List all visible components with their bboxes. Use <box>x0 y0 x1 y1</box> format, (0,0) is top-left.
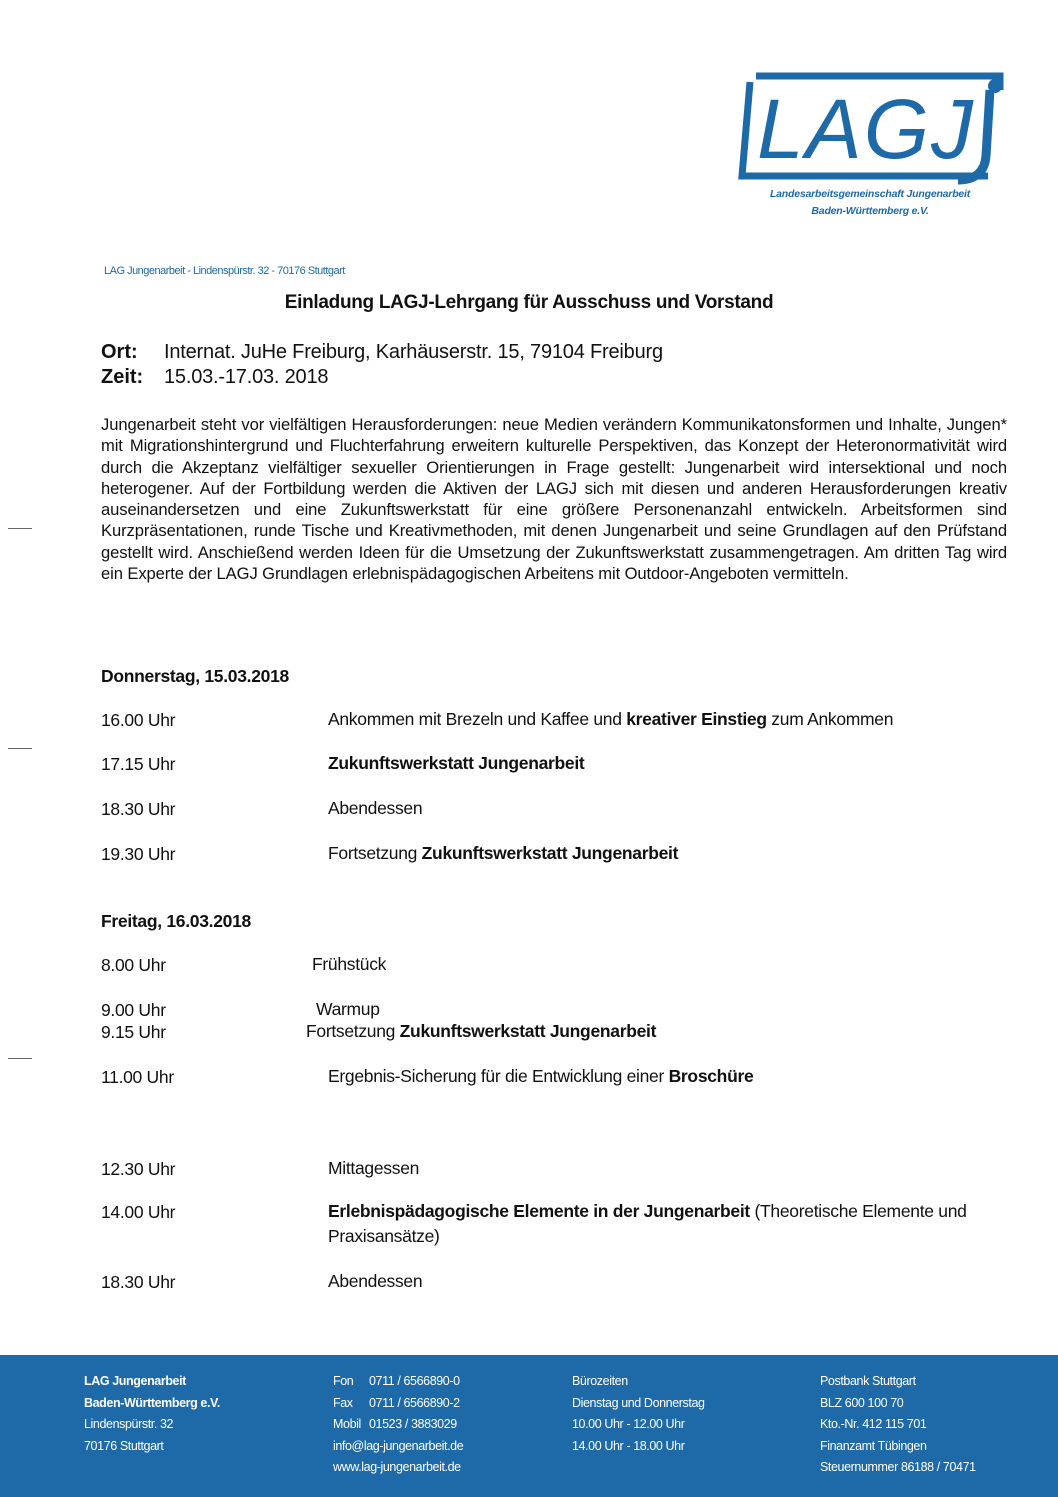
logo-org-line2: Baden-Württemberg e.V. <box>811 205 929 217</box>
footer-org-name: LAG Jungenarbeit <box>84 1374 186 1388</box>
intro-paragraph: Jungenarbeit steht vor vielfältigen Herausforderungen: neue Medien verändern Kommunikatonsformen und Inhalte, Jungen* mit Migrationshintergrund und Fluchterfahrung erweitern kulturelle Perspektiven, das Konzept der Heteronormativität wird durch die Akzeptanz vielfältiger sexueller Orientierungen in Frage gestellt: Jungenarbeit wird intersektional und noch heterogener. Auf der Fortbildung werden die Aktiven der LAGJ sich mit diesen und anderen Herausforderungen kreativ auseinandersetzen und eine Zukunftswerkstatt für eine größere Personenanzahl entwickeln. Arbeitsformen sind Kurzpräsentationen, runde Tische und Kreativmethoden, mit denen Jungenarbeit und seine Grundlagen auf den Prüfstand gestellt wird. Anschießend werden Ideen für die Umsetzung der Zukunftswerkstatt zusammengetragen. Am dritten Tag wird ein Experte der LAGJ Grundlagen erlebnispädagogischen Arbeitens mit Outdoor-Angeboten vermitteln. <box>101 415 1007 584</box>
schedule-time: 16.00 Uhr <box>101 710 176 730</box>
office-time-2: 14.00 Uhr - 18.00 Uhr <box>572 1438 685 1453</box>
lagj-logo-letters: LAGJ <box>756 82 976 176</box>
footer-office-hours <box>572 1371 705 1457</box>
footer-street: Lindenspürstr. 32 <box>84 1417 174 1431</box>
schedule-time: 11.00 Uhr <box>101 1067 174 1087</box>
schedule-activity: Zukunftswerkstatt Jungenarbeit <box>328 753 585 773</box>
schedule-time: 9.15 Uhr <box>101 1022 166 1042</box>
footer-contact <box>333 1371 463 1479</box>
email-link[interactable]: info@lag-jungenarbeit.de <box>333 1438 464 1453</box>
office-time-1: 10.00 Uhr - 12.00 Uhr <box>572 1417 685 1431</box>
footer-city: 70176 Stuttgart <box>84 1438 164 1453</box>
schedule-time: 18.30 Uhr <box>101 799 176 819</box>
schedule-activity: Ergebnis-Sicherung für die Entwicklung einer Broschüre <box>328 1066 754 1086</box>
mobil-number: 01523 / 3883029 <box>369 1417 457 1431</box>
fax-label: Fax <box>333 1395 353 1410</box>
logo-org-line1: Landesarbeitsgemeinschaft Jungenarbeit <box>769 188 971 200</box>
bank-name: Postbank Stuttgart <box>820 1374 916 1388</box>
zeit-value: 15.03.-17.03. 2018 <box>164 366 329 388</box>
mobil-label: Mobil <box>333 1417 361 1431</box>
bank-account: Kto.-Nr. 412 115 701 <box>820 1417 927 1431</box>
fon-label: Fon <box>333 1374 354 1388</box>
footer-org-region: Baden-Württemberg e.V. <box>84 1395 220 1410</box>
schedule-time: 14.00 Uhr <box>101 1202 176 1222</box>
ort-label: Ort: <box>101 341 138 363</box>
schedule-time: 9.00 Uhr <box>101 1000 166 1020</box>
website-link[interactable]: www.lag-jungenarbeit.de <box>333 1460 461 1474</box>
office-hours-label: Bürozeiten <box>572 1374 628 1388</box>
schedule-activity: Fortsetzung Zukunftswerkstatt Jungenarbeit <box>328 843 679 863</box>
office-days: Dienstag und Donnerstag <box>572 1395 705 1410</box>
schedule-activity: Abendessen <box>328 1271 423 1291</box>
schedule-activity: Warmup <box>316 999 380 1019</box>
ort-value: Internat. JuHe Freiburg, Karhäuserstr. 15, 79104 Freiburg <box>164 341 663 363</box>
bank-blz: BLZ 600 100 70 <box>820 1395 904 1410</box>
sender-address-line: LAG Jungenarbeit - Lindenspürstr. 32 - 70176 Stuttgart <box>104 265 345 277</box>
zeit-label: Zeit: <box>101 366 144 388</box>
schedule-time: 8.00 Uhr <box>101 955 166 975</box>
fon-number: 0711 / 6566890-0 <box>369 1374 460 1388</box>
schedule-time: 17.15 Uhr <box>101 754 176 774</box>
schedule-activity: Mittagessen <box>328 1158 420 1178</box>
schedule-activity: Fortsetzung Zukunftswerkstatt Jungenarbeit <box>306 1021 657 1041</box>
footer-address <box>84 1371 220 1457</box>
schedule-time: 18.30 Uhr <box>101 1272 176 1292</box>
fax-number: 0711 / 6566890-2 <box>369 1395 460 1410</box>
schedule-activity: Ankommen mit Brezeln und Kaffee und kreativer Einstieg zum Ankommen <box>328 709 894 729</box>
day2-heading: Freitag, 16.03.2018 <box>101 911 251 931</box>
page-title: Einladung LAGJ-Lehrgang für Ausschuss und Vorstand <box>284 292 774 313</box>
day1-heading: Donnerstag, 15.03.2018 <box>101 666 289 686</box>
footer-bar <box>0 1355 1058 1497</box>
schedule-activity: Frühstück <box>312 954 387 974</box>
schedule-time: 19.30 Uhr <box>101 844 176 864</box>
schedule-activity: Erlebnispädagogische Elemente in der Jungenarbeit (Theoretische Elemente und Praxisansätze) <box>328 1201 967 1246</box>
schedule-activity: Abendessen <box>328 798 423 818</box>
lagj-logo <box>738 68 1010 228</box>
tax-office: Finanzamt Tübingen <box>820 1438 927 1453</box>
footer-bank <box>820 1371 976 1479</box>
tax-number: Steuernummer 86188 / 70471 <box>820 1460 976 1474</box>
punch-mark <box>8 748 32 749</box>
fold-mark <box>8 1058 32 1059</box>
schedule-time: 12.30 Uhr <box>101 1159 176 1179</box>
fold-mark <box>8 528 32 529</box>
lagj-logo-mark <box>738 68 1010 188</box>
